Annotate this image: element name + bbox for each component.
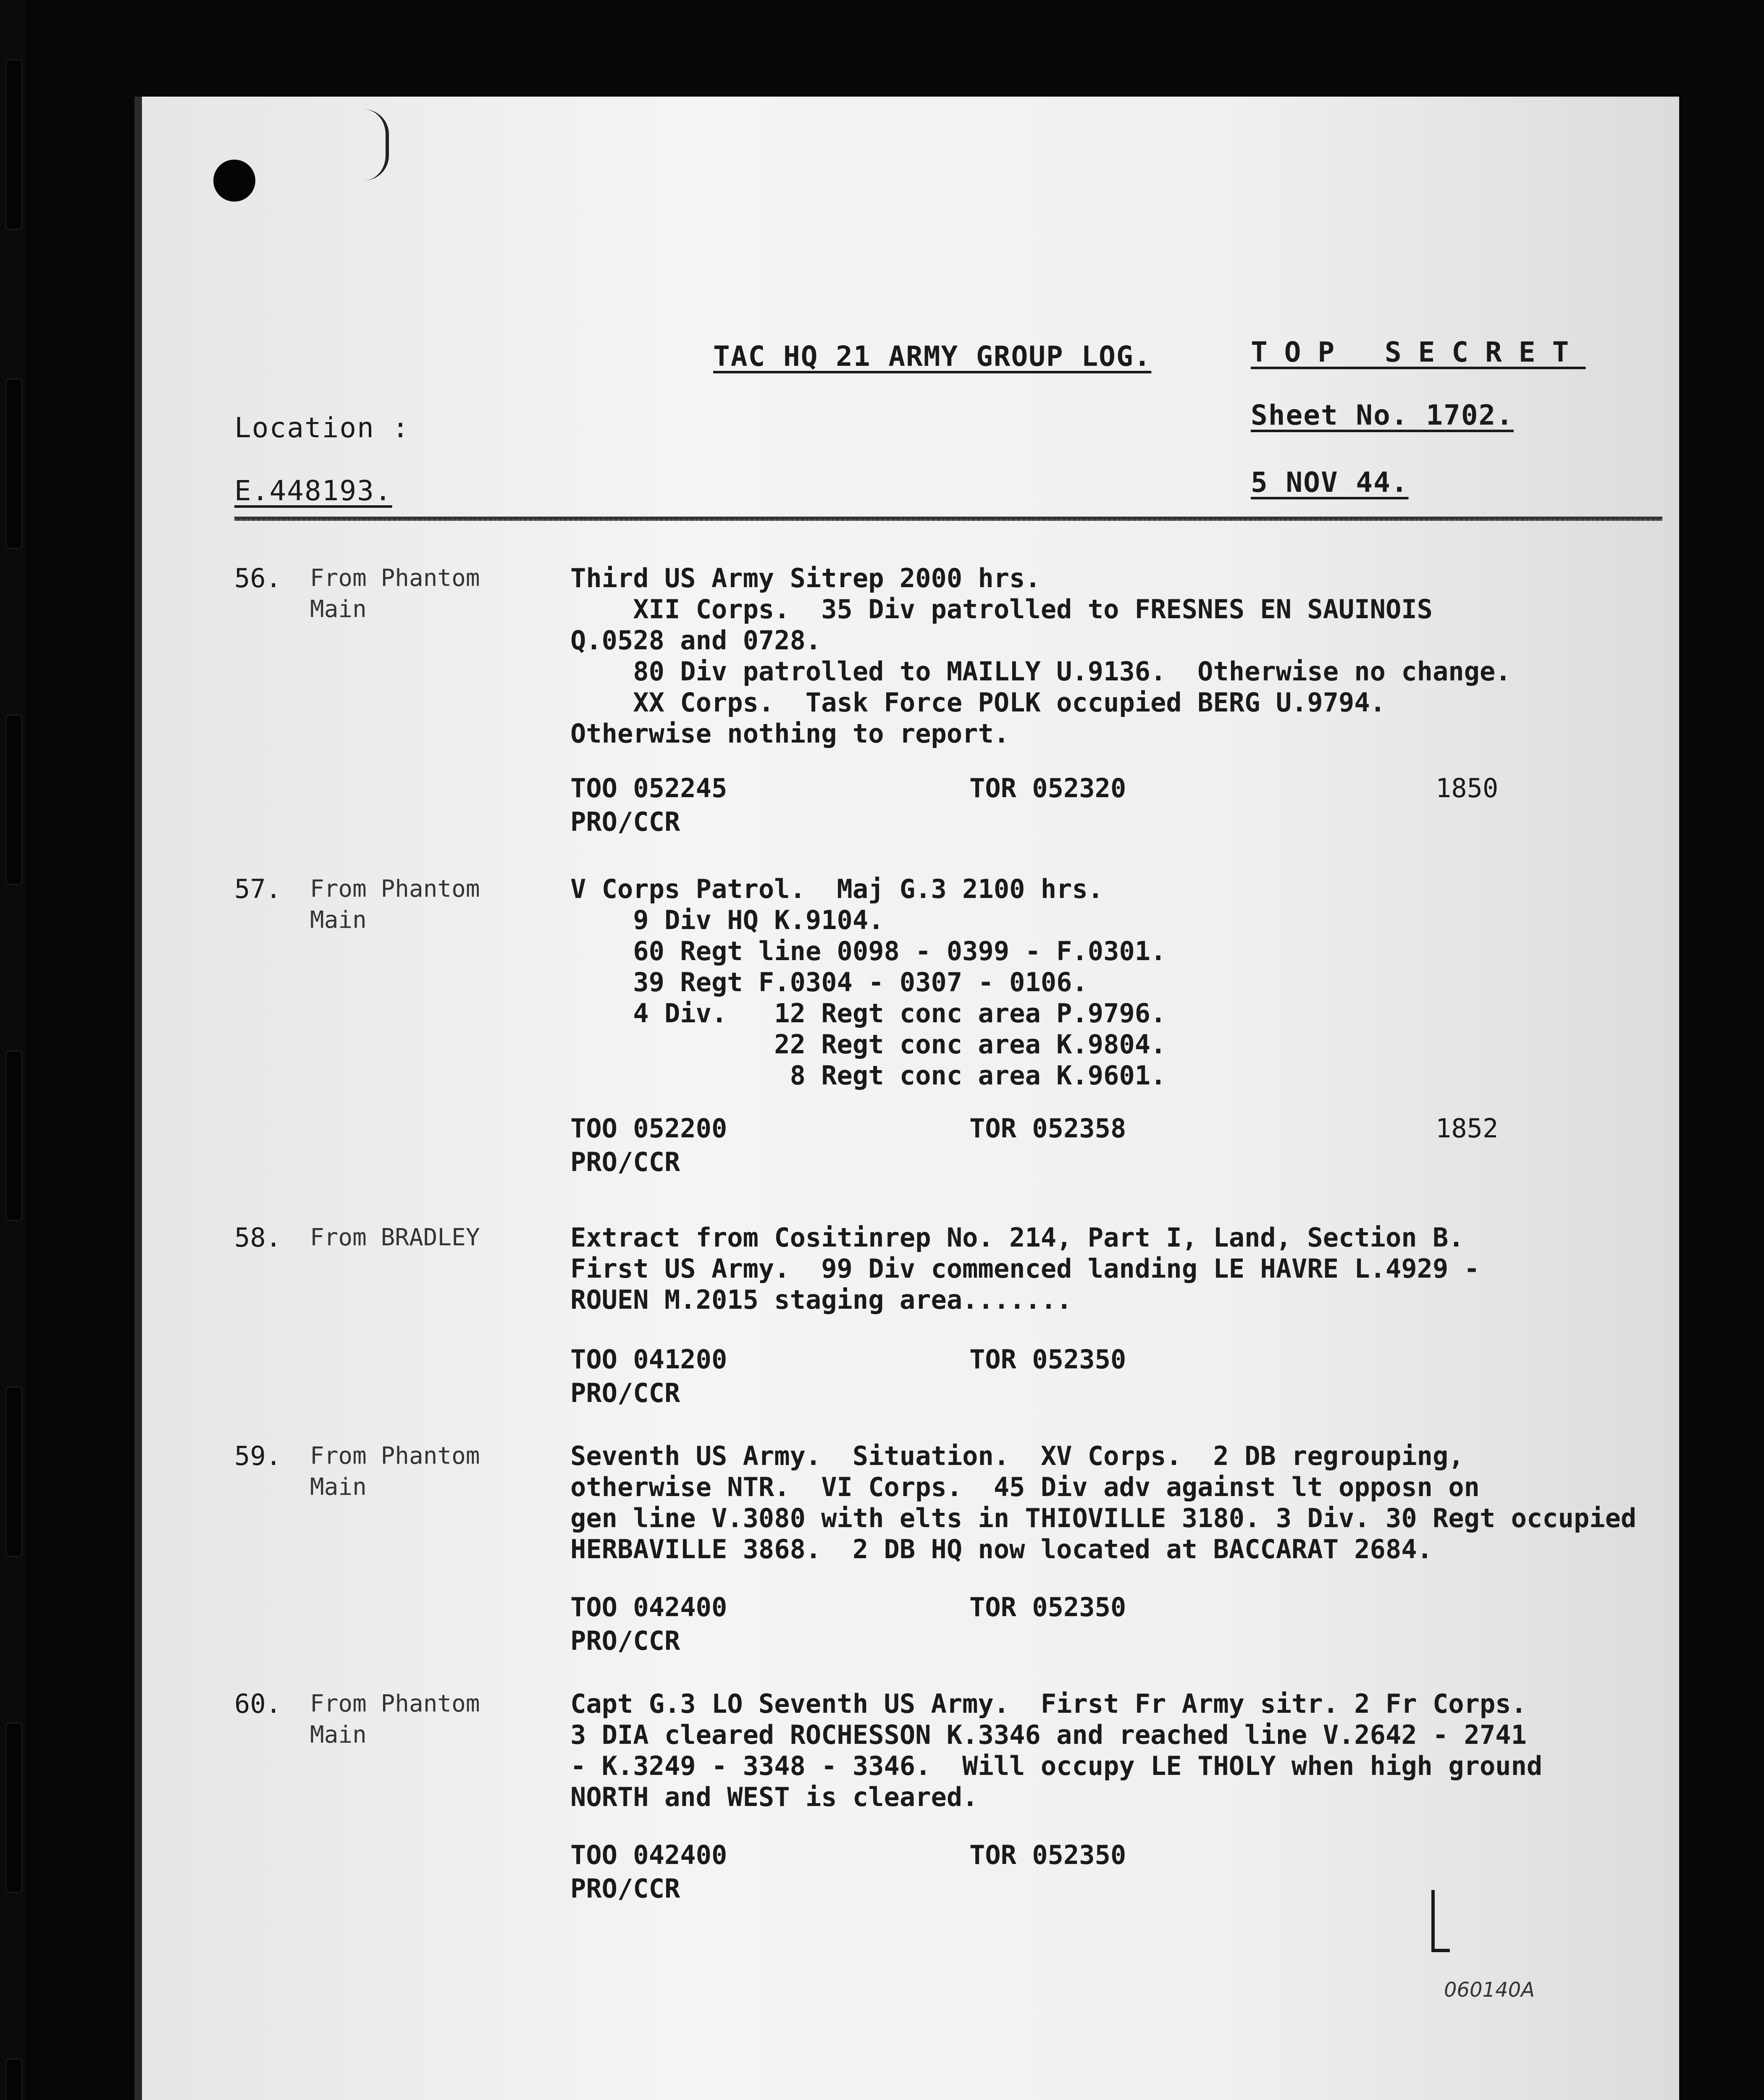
message-line: First US Army. 99 Div commenced landing LE HAVRE L.4929 -: [570, 1253, 1480, 1284]
message-line: Seventh US Army. Situation. XV Corps. 2 DB regrouping,: [570, 1441, 1464, 1471]
time-of-origin: TOO 041200: [570, 1344, 727, 1375]
entry-message: [570, 1441, 1671, 1565]
message-line: Extract from Cositinrep No. 214, Part I, Land, Section B.: [570, 1222, 1464, 1253]
entry-from-line: From Phantom: [310, 1442, 480, 1470]
message-line: 39 Regt F.0304 - 0307 - 0106.: [570, 967, 1088, 998]
sprocket-hole: [5, 1050, 23, 1221]
message-line: Capt G.3 LO Seventh US Army. First Fr Army sitr. 2 Fr Corps.: [570, 1688, 1527, 1719]
message-line: ROUEN M.2015 staging area.......: [570, 1284, 1072, 1315]
log-date: 5 NOV 44.: [1251, 466, 1409, 499]
entry-from-line: From Phantom: [310, 1690, 480, 1717]
log-title: TAC HQ 21 ARMY GROUP LOG.: [713, 340, 1152, 373]
time-of-origin: TOO 042400: [570, 1592, 727, 1622]
entry-from-line: From Phantom: [310, 564, 480, 592]
punch-hole: [213, 160, 255, 202]
message-line: - K.3249 - 3348 - 3346. Will occupy LE THOLY when high ground: [570, 1751, 1543, 1781]
message-line: 60 Regt line 0098 - 0399 - F.0301.: [570, 936, 1166, 966]
classification: TOP SECRET: [1251, 336, 1586, 368]
entry-message: [570, 1688, 1671, 1813]
entry-from: [310, 1688, 545, 1751]
entry-message: [570, 874, 1671, 1091]
entry-message: [570, 1222, 1671, 1315]
message-line: XX Corps. Task Force POLK occupied BERG U.9794.: [570, 687, 1386, 718]
pro-ccr: PRO/CCR: [570, 1147, 680, 1177]
entry-number: 56.: [234, 563, 281, 593]
message-line: gen line V.3080 with elts in THIOVILLE 3180. 3 Div. 30 Regt occupied: [570, 1503, 1637, 1533]
message-line: 80 Div patrolled to MAILLY U.9136. Otherwise no change.: [570, 656, 1511, 687]
time-of-origin: TOO 042400: [570, 1840, 727, 1870]
sprocket-hole: [5, 714, 23, 885]
time-of-receipt: TOR 052350: [969, 1344, 1126, 1375]
message-line: Otherwise nothing to report.: [570, 718, 1010, 749]
entry-from: [310, 1222, 545, 1253]
handwritten-initial: [1431, 1890, 1450, 1952]
entry-time: 1850: [1436, 773, 1499, 803]
header-divider: [234, 517, 1662, 521]
message-line: NORTH and WEST is cleared.: [570, 1782, 978, 1812]
message-line: Q.0528 and 0728.: [570, 625, 822, 656]
pro-ccr: PRO/CCR: [570, 1625, 680, 1656]
pencil-mark: [352, 109, 389, 181]
log-sheet: [134, 97, 1679, 2100]
time-of-origin: TOO 052200: [570, 1113, 727, 1144]
location-label: Location :: [234, 412, 410, 444]
message-line: 3 DIA cleared ROCHESSON K.3346 and reached line V.2642 - 2741: [570, 1719, 1527, 1750]
film-strip: [0, 0, 25, 2100]
pro-ccr: PRO/CCR: [570, 1873, 680, 1904]
entry-from: [310, 1441, 545, 1503]
message-line: 8 Regt conc area K.9601.: [570, 1060, 1166, 1091]
message-line: 9 Div HQ K.9104.: [570, 905, 884, 935]
sprocket-hole: [5, 59, 23, 230]
entry-from: [310, 874, 545, 936]
time-of-receipt: TOR 052358: [969, 1113, 1126, 1144]
message-line: 22 Regt conc area K.9804.: [570, 1029, 1166, 1060]
sprocket-hole: [5, 1386, 23, 1557]
time-of-receipt: TOR 052350: [969, 1840, 1126, 1870]
entry-from-line: Main: [310, 1473, 367, 1501]
message-line: XII Corps. 35 Div patrolled to FRESNES EN SAUINOIS: [570, 594, 1433, 625]
sprocket-hole: [5, 2058, 23, 2100]
entry-time: 1852: [1436, 1113, 1499, 1144]
entry-number: 60.: [234, 1688, 281, 1719]
sprocket-hole: [5, 1722, 23, 1893]
entry-from-line: From Phantom: [310, 875, 480, 903]
time-of-receipt: TOR 052320: [969, 773, 1126, 803]
location-value: E.448193.: [234, 475, 392, 507]
pro-ccr: PRO/CCR: [570, 806, 680, 837]
message-line: Third US Army Sitrep 2000 hrs.: [570, 563, 1041, 593]
entry-from-line: Main: [310, 1721, 367, 1748]
entry-from-line: From BRADLEY: [310, 1224, 480, 1251]
handwritten-dtg: 060140A: [1444, 1978, 1535, 2002]
entry-number: 57.: [234, 874, 281, 904]
message-line: HERBAVILLE 3868. 2 DB HQ now located at BACCARAT 2684.: [570, 1534, 1433, 1564]
time-of-receipt: TOR 052350: [969, 1592, 1126, 1622]
entry-from-line: Main: [310, 596, 367, 623]
message-line: 4 Div. 12 Regt conc area P.9796.: [570, 998, 1166, 1029]
entry-from: [310, 563, 545, 625]
message-line: otherwise NTR. VI Corps. 45 Div adv against lt opposn on: [570, 1472, 1480, 1502]
entry-number: 58.: [234, 1222, 281, 1253]
entry-number: 59.: [234, 1441, 281, 1471]
sheet-number: Sheet No. 1702.: [1251, 399, 1514, 431]
entry-message: [570, 563, 1671, 749]
pro-ccr: PRO/CCR: [570, 1378, 680, 1408]
sprocket-hole: [5, 378, 23, 549]
message-line: V Corps Patrol. Maj G.3 2100 hrs.: [570, 874, 1104, 904]
time-of-origin: TOO 052245: [570, 773, 727, 803]
entry-from-line: Main: [310, 906, 367, 934]
